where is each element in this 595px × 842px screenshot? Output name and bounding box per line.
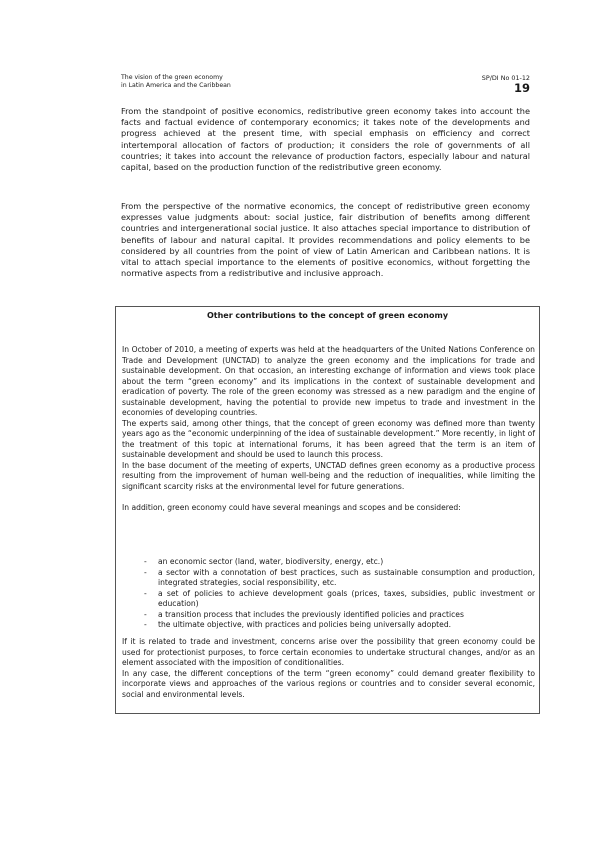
- box-paragraph-unctad-meeting: [122, 345, 535, 513]
- body-paragraph-normative-economics: From the perspective of the normative economics, the concept of redistributive green economy expresses value judgments about: social justice, fair distribution of benefits among different countries and intergenerational social justice. It also attaches special importance to distribution of benefits of labour and natural capital. It provides recommendations and policy elements to be considered by all countries from the point of view of Latin American and Caribbean nations. It is vital to attach special importance to the elements of positive economics, without forgetting the normative aspects from a redistributive and inclusive approach.: [121, 201, 530, 279]
- page-number: 19: [513, 81, 530, 95]
- list-item: - the ultimate objective, with practices and policies being universally adopted.: [144, 620, 452, 629]
- box-title: Other contributions to the concept of green economy: [206, 311, 449, 320]
- contributions-box: [115, 306, 540, 714]
- box-paragraph-4: In addition, green economy could have several meanings and scopes and be considered:: [122, 502, 461, 512]
- box-paragraph-5: If it is related to trade and investment, concerns arise over the possibility that green economy could be used for protectionist purposes, to force certain economies to undertake structural changes, and/or as an element associated with the imposition of conditionalities.: [122, 637, 535, 667]
- box-paragraph-3: In the base document of the meeting of experts, UNCTAD defines green economy as a productive process resulting from the improvement of human well-being and the reduction of inequalities, while limiting the significant scarcity risks at the environmental level for future generations.: [122, 460, 535, 491]
- box-paragraph-1: In October of 2010, a meeting of experts was held at the headquarters of the United Nations Conference on Trade and Development (UNCTAD) to analyze the green economy and the implications for trade and sustainable development. On that occasion, an interesting exchange of information and views took place about the term “green economy” and its implications in the context of sustainable development and eradication of poverty. The role of the green economy was stressed as a new paradigm and the engine of sustainable development, having the potential to provide new impetus to trade and investment in the economies of developing countries.: [122, 345, 535, 417]
- box-paragraph-6: In any case, the different conceptions of the term “green economy” could demand greater flexibility to incorporate views and approaches of the various regions or countries and to consider several economic, social and environmental levels.: [122, 668, 535, 699]
- document-code: SP/DI No 01-12: [481, 74, 530, 82]
- header-right: [470, 74, 530, 95]
- running-header: [121, 74, 231, 90]
- meanings-list: [122, 557, 535, 631]
- list-item: - a sector with a connotation of best practices, such as sustainable consumption and production, integrated strategies, social responsibility, etc.: [144, 567, 535, 587]
- box-paragraph-2: The experts said, among other things, that the concept of green economy was defined more than twenty years ago as the “economic underpinning of the idea of sustainable development.” More recently, in light of the treatment of this topic at international forums, it has been agreed that the term is an item of sustainable development and should be used to launch this process.: [122, 418, 535, 459]
- list-item: - a set of policies to achieve development goals (prices, taxes, subsidies, public investment or education): [144, 588, 535, 608]
- box-paragraph-trade-concerns: [122, 637, 535, 700]
- header-title-line1: The vision of the green economy: [121, 74, 223, 81]
- header-title-line2: in Latin America and the Caribbean: [121, 82, 231, 89]
- list-item: - a transition process that includes the previously identified policies and practices: [144, 609, 464, 619]
- body-paragraph-positive-economics: From the standpoint of positive economics, redistributive green economy takes into account the facts and factual evidence of contemporary economics; it takes note of the developments and progress achieved at the present time, with special emphasis on efficiency and correct intertemporal allocation of factors of production; it considers the role of governments of all countries; it takes into account the relevance of production factors, especially labour and natural capital, based on the production function of the redistributive green economy.: [121, 106, 530, 173]
- list-item: - an economic sector (land, water, biodiversity, energy, etc.): [144, 557, 384, 566]
